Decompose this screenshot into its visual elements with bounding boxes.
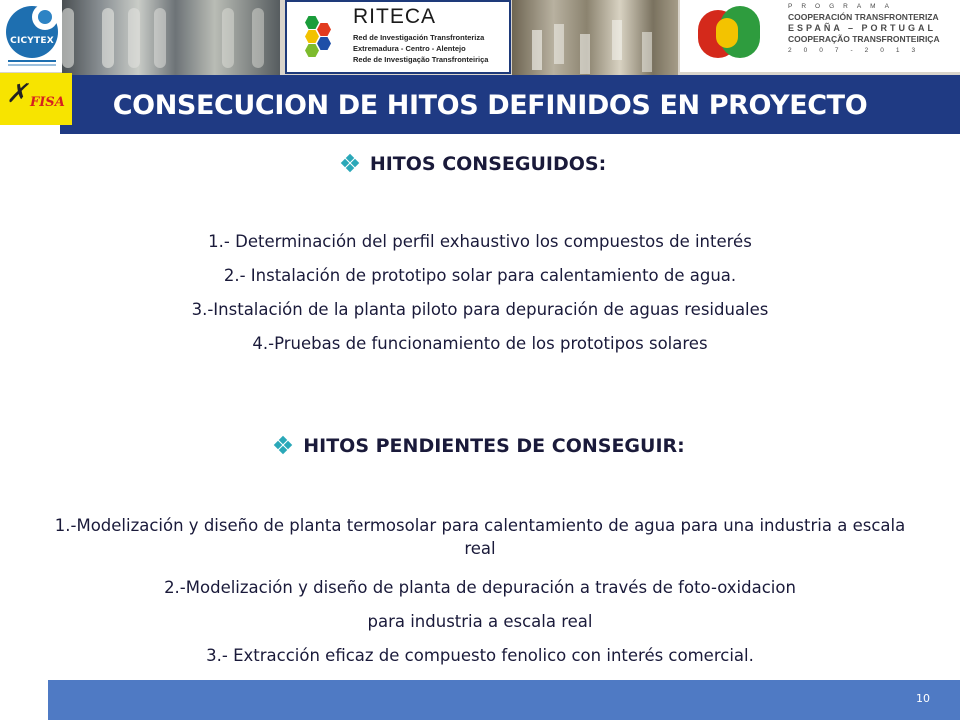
pending-heading [0,435,960,457]
riteca-logo-line: Red de Investigación Transfronteriza [353,33,485,42]
fisa-logo-text: FISA [30,95,65,110]
hexagon-icon [317,23,331,36]
poctep-logo-line: COOPERACIÓN TRANSFRONTERIZA [788,12,939,22]
laboratory-photo [62,0,280,75]
fisa-figure-icon: ✗ [6,79,28,109]
diamond-cluster-icon [275,437,291,453]
riteca-logo [285,0,511,74]
footer-bar [48,680,960,720]
poctep-logo-line: 2007-2013 [788,47,928,54]
riteca-logo-line: Extremadura - Centro - Alentejo [353,44,466,53]
achieved-item: 1.- Determinación del perfil exhaustivo los compuestos de interés [208,232,752,251]
poctep-logo-line: PROGRAMA [788,3,898,10]
hexagon-icon [305,16,319,29]
fisa-logo [0,73,72,125]
page-number: 10 [916,692,930,705]
cicytex-emblem-icon [6,6,58,58]
pending-item: 1.-Modelización y diseño de planta termosolar para calentamiento de agua para una industria a escala real [54,516,906,558]
achieved-item: 2.- Instalación de prototipo solar para calentamiento de agua. [223,266,737,285]
hexagon-icon [305,30,319,43]
title-bar [60,75,960,134]
cicytex-logo-text: CICYTEX [10,36,54,46]
hexagon-icon [317,37,331,50]
poctep-emblem-icon [698,4,762,64]
header-banner [0,0,960,75]
poctep-logo-line: COOPERAÇÃO TRANSFRONTEIRIÇA [788,34,940,44]
pending-item: 3.- Extracción eficaz de compuesto fenolico con interés comercial. [206,646,754,665]
pending-item: 2.-Modelización y diseño de planta de depuración a través de foto-oxidacion [164,578,796,597]
pending-heading-text: HITOS PENDIENTES DE CONSEGUIR: [303,435,685,457]
achieved-item: 4.-Pruebas de funcionamiento de los prototipos solares [252,334,708,353]
achieved-heading [0,153,954,175]
riteca-logo-title: RITECA [353,5,437,28]
riteca-logo-line: Rede de Investigação Transfronteiriça [353,55,489,64]
achieved-heading-text: HITOS CONSEGUIDOS: [369,153,607,175]
slide-title: CONSECUCION DE HITOS DEFINIDOS EN PROYECTO [112,90,868,121]
cicytex-logo [0,0,62,72]
achieved-item: 3.-Instalación de la planta piloto para depuración de aguas residuales [191,300,769,319]
diamond-cluster-icon [342,155,358,171]
laboratory-photo [512,0,678,75]
cicytex-logo-underline [8,60,56,62]
poctep-logo-line: ESPAÑA – PORTUGAL [788,23,937,33]
pending-item: para industria a escala real [367,612,593,631]
poctep-emblem-yellow [716,18,738,48]
poctep-logo [680,0,960,72]
hexagon-icon [305,44,319,57]
